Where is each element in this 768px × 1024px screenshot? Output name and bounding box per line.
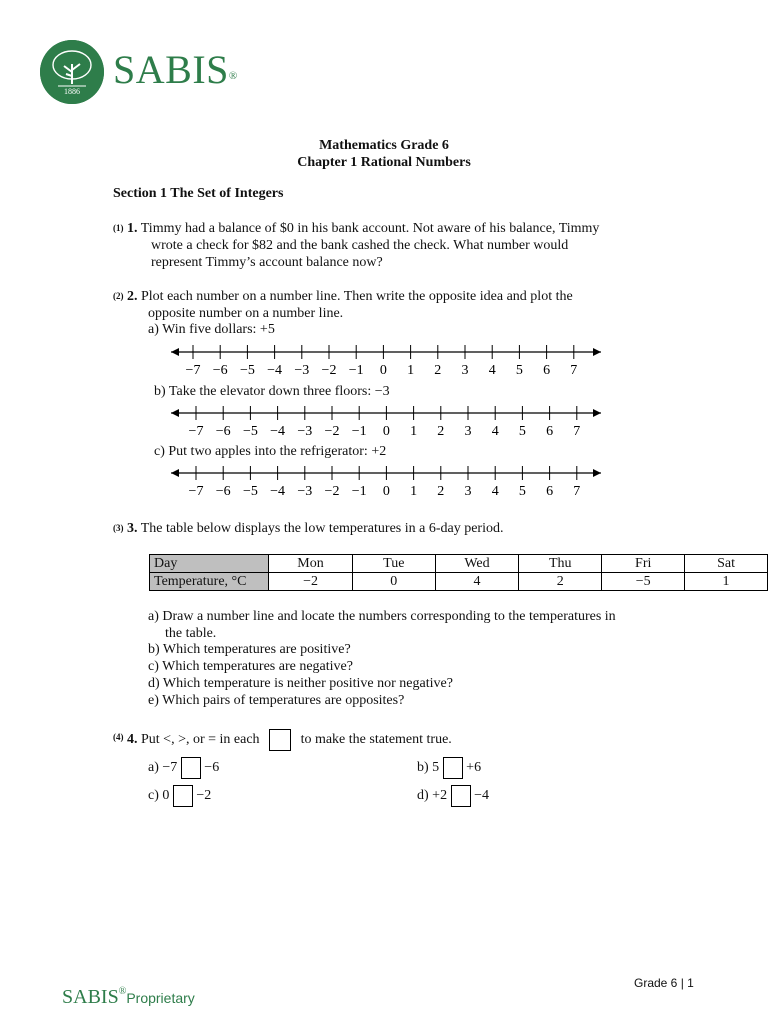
number-line-a xyxy=(165,340,610,380)
question-1-line-3: represent Timmy’s account balance now? xyxy=(151,255,383,270)
section-heading: Section 1 The Set of Integers xyxy=(113,186,284,201)
arrow-left-icon xyxy=(171,348,179,356)
table-cell: Mon xyxy=(269,555,352,573)
table-cell: Fri xyxy=(602,555,685,573)
number-line-tick-label: −6 xyxy=(215,424,231,439)
number-line-tick-label: −4 xyxy=(270,484,286,499)
number-line-tick-label: 5 xyxy=(518,484,526,499)
table-cell: Thu xyxy=(519,555,602,573)
number-line-tick-label: −5 xyxy=(239,363,255,378)
number-line-tick-label: 3 xyxy=(464,484,472,499)
table-cell: 4 xyxy=(435,573,518,591)
table-cell: 2 xyxy=(519,573,602,591)
question-3-part-a: a) Draw a number line and locate the numbers corresponding to the temperatures in xyxy=(148,609,616,624)
number-line-tick-label: 1 xyxy=(410,424,418,439)
number-line-tick-label: 0 xyxy=(382,424,390,439)
chapter-title: Chapter 1 Rational Numbers xyxy=(297,155,471,170)
answer-box-c[interactable] xyxy=(173,785,193,807)
table-cell: Tue xyxy=(352,555,435,573)
question-4-item-d: d) +2 −4 xyxy=(417,785,489,807)
question-2-part-a: a) Win five dollars: +5 xyxy=(148,322,275,337)
question-2-line-2: opposite number on a number line. xyxy=(148,306,344,321)
number-line-tick-label: −3 xyxy=(297,424,313,439)
number-line-tick-label: 7 xyxy=(573,424,581,439)
number-line-tick-label: 6 xyxy=(543,363,551,378)
number-line-tick-label: 3 xyxy=(464,424,472,439)
answer-box-d[interactable] xyxy=(451,785,471,807)
number-line-tick-label: 1 xyxy=(410,484,418,499)
document-title: Mathematics Grade 6 xyxy=(319,138,449,153)
footer-logo: SABIS®Proprietary xyxy=(62,986,195,1008)
number-line-tick-label: −2 xyxy=(321,363,337,378)
number-line-tick-label: 2 xyxy=(434,363,442,378)
number-line-tick-label: 1 xyxy=(407,363,415,378)
sabis-logo-emblem xyxy=(40,40,104,104)
question-4-item-a: a) −7 −6 xyxy=(148,757,219,779)
number-line-tick-label: 7 xyxy=(570,363,578,378)
temperature-table xyxy=(149,554,768,591)
question-1: $^{(1)}$ 1. Timmy had a balance of $0 in his bank account. Not aware of his balance, Timmy xyxy=(113,221,600,236)
answer-box-b[interactable] xyxy=(443,757,463,779)
question-3-part-b: b) Which temperatures are positive? xyxy=(148,642,351,657)
arrow-right-icon xyxy=(593,348,601,356)
answer-box-a[interactable] xyxy=(181,757,201,779)
table-cell: 0 xyxy=(352,573,435,591)
number-line-tick-label: −6 xyxy=(212,363,228,378)
number-line-tick-label: −7 xyxy=(188,424,204,439)
question-2-part-c: c) Put two apples into the refrigerator: +2 xyxy=(154,444,387,459)
number-line-tick-label: −7 xyxy=(188,484,204,499)
table-cell: Sat xyxy=(685,555,768,573)
number-line-tick-label: −1 xyxy=(348,363,364,378)
number-line-tick-label: −4 xyxy=(267,363,283,378)
question-2: $^{(2)}$ 2. Plot each number on a number line. Then write the opposite idea and plot the xyxy=(113,289,573,304)
number-line-tick-label: 4 xyxy=(491,484,499,499)
tree-icon xyxy=(40,40,104,104)
number-line-c xyxy=(165,461,610,501)
question-1-line-2: wrote a check for $82 and the bank cashed the check. What number would xyxy=(151,238,569,253)
number-line-tick-label: 2 xyxy=(437,484,445,499)
arrow-right-icon xyxy=(593,469,601,477)
table-header-day: Day xyxy=(150,555,269,573)
number-line-tick-label: 5 xyxy=(518,424,526,439)
number-line-tick-label: −1 xyxy=(351,424,367,439)
number-line-tick-label: −1 xyxy=(351,484,367,499)
arrow-left-icon xyxy=(171,409,179,417)
question-4-item-b: b) 5 +6 xyxy=(417,757,481,779)
question-4-item-c: c) 0 −2 xyxy=(148,785,211,807)
number-line-tick-label: 4 xyxy=(491,424,499,439)
number-line-tick-label: −7 xyxy=(185,363,201,378)
number-line-tick-label: 2 xyxy=(437,424,445,439)
question-3-part-d: d) Which temperature is neither positive nor negative? xyxy=(148,676,453,691)
table-cell: −2 xyxy=(269,573,352,591)
number-line-tick-label: −3 xyxy=(294,363,310,378)
number-line-tick-label: 3 xyxy=(461,363,469,378)
number-line-tick-label: 4 xyxy=(488,363,496,378)
table-row xyxy=(150,555,768,573)
brand-wordmark: SABIS® xyxy=(113,47,238,92)
number-line-tick-label: −6 xyxy=(215,484,231,499)
table-cell: −5 xyxy=(602,573,685,591)
number-line-tick-label: −2 xyxy=(324,484,340,499)
number-line-tick-label: −5 xyxy=(242,424,258,439)
question-2-part-b: b) Take the elevator down three floors: −3 xyxy=(154,384,390,399)
number-line-tick-label: 0 xyxy=(382,484,390,499)
question-3-part-c: c) Which temperatures are negative? xyxy=(148,659,353,674)
logo-year: 1886 xyxy=(64,87,80,96)
number-line-tick-label: −5 xyxy=(242,484,258,499)
table-row xyxy=(150,573,768,591)
number-line-tick-label: 0 xyxy=(379,363,387,378)
table-cell: 1 xyxy=(685,573,768,591)
table-header-temperature: Temperature, °C xyxy=(150,573,269,591)
answer-box-example xyxy=(269,729,291,751)
question-4: $^{(4)}$ 4. Put <, >, or = in each to make the statement true. xyxy=(113,729,452,751)
arrow-right-icon xyxy=(593,409,601,417)
number-line-tick-label: 7 xyxy=(573,484,581,499)
question-3-part-a-cont: the table. xyxy=(165,626,217,641)
number-line-tick-label: −2 xyxy=(324,424,340,439)
question-3-part-e: e) Which pairs of temperatures are opposites? xyxy=(148,693,405,708)
arrow-left-icon xyxy=(171,469,179,477)
number-line-tick-label: 5 xyxy=(515,363,523,378)
number-line-tick-label: 6 xyxy=(546,424,554,439)
number-line-tick-label: −3 xyxy=(297,484,313,499)
question-3: $^{(3)}$ 3. The table below displays the low temperatures in a 6-day period. xyxy=(113,521,504,536)
number-line-tick-label: −4 xyxy=(270,424,286,439)
number-line-b xyxy=(165,401,610,441)
table-cell: Wed xyxy=(435,555,518,573)
page-number: Grade 6 | 1 xyxy=(634,976,694,990)
number-line-tick-label: 6 xyxy=(546,484,554,499)
